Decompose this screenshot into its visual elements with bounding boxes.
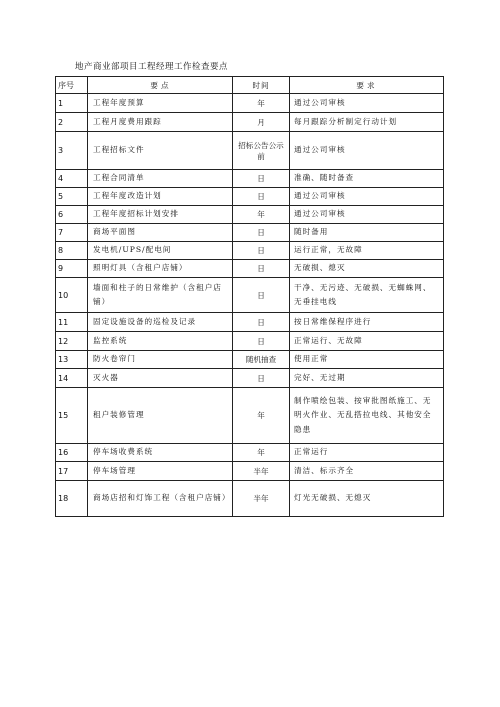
row-item: 停车场收费系统 <box>88 444 233 462</box>
table-row <box>56 206 444 224</box>
table-header-row <box>56 77 444 94</box>
row-requirement: 按日常维保程序进行 <box>290 313 444 332</box>
row-number: 13 <box>56 351 88 369</box>
row-requirement: 使用正常 <box>290 351 444 369</box>
table-row <box>56 113 444 132</box>
table-row <box>56 242 444 260</box>
row-number: 4 <box>56 170 88 188</box>
row-requirement: 每月跟踪分析制定行动计划 <box>290 113 444 132</box>
row-time: 招标公告公示前 <box>233 132 290 170</box>
row-time: 月 <box>233 113 290 132</box>
row-requirement: 通过公司审核 <box>290 188 444 206</box>
row-item: 租户装修管理 <box>88 388 233 444</box>
row-number: 15 <box>56 388 88 444</box>
row-requirement: 干净、无污迹、无破损、无蜘蛛网、无垂挂电线 <box>290 278 444 313</box>
row-time: 年 <box>233 94 290 113</box>
row-time: 年 <box>233 388 290 444</box>
row-requirement: 正常运行、无故障 <box>290 332 444 351</box>
row-item: 防火卷帘门 <box>88 351 233 369</box>
row-item: 停车场管理 <box>88 462 233 481</box>
row-time: 年 <box>233 444 290 462</box>
row-requirement: 通过公司审核 <box>290 206 444 224</box>
row-requirement: 运行正常，无故障 <box>290 242 444 260</box>
header-no: 序号 <box>56 77 88 94</box>
row-item: 工程合同清单 <box>88 170 233 188</box>
row-number: 17 <box>56 462 88 481</box>
row-time: 日 <box>233 242 290 260</box>
row-requirement: 准确、随时备查 <box>290 170 444 188</box>
header-item: 要点 <box>88 77 233 94</box>
row-number: 2 <box>56 113 88 132</box>
row-requirement: 随时备用 <box>290 224 444 242</box>
table-row <box>56 313 444 332</box>
row-number: 14 <box>56 369 88 388</box>
row-item: 固定设施设备的巡检及记录 <box>88 313 233 332</box>
row-time: 年 <box>233 206 290 224</box>
row-number: 8 <box>56 242 88 260</box>
row-requirement: 通过公司审核 <box>290 132 444 170</box>
table-row <box>56 444 444 462</box>
inspection-table <box>55 76 444 517</box>
row-number: 6 <box>56 206 88 224</box>
table-row <box>56 224 444 242</box>
table-row <box>56 132 444 170</box>
row-time: 日 <box>233 332 290 351</box>
header-time: 时间 <box>233 77 290 94</box>
row-number: 16 <box>56 444 88 462</box>
row-item: 工程月度费用跟踪 <box>88 113 233 132</box>
table-row <box>56 94 444 113</box>
document-caption: 地产商业部项目工程经理工作检查要点 <box>75 62 229 72</box>
table-row <box>56 481 444 517</box>
row-time: 日 <box>233 188 290 206</box>
row-item: 商场平面图 <box>88 224 233 242</box>
row-number: 7 <box>56 224 88 242</box>
row-requirement: 通过公司审核 <box>290 94 444 113</box>
table-row <box>56 369 444 388</box>
row-time: 日 <box>233 170 290 188</box>
row-requirement: 正常运行 <box>290 444 444 462</box>
row-item: 发电机/UPS/配电间 <box>88 242 233 260</box>
row-number: 5 <box>56 188 88 206</box>
row-number: 9 <box>56 260 88 278</box>
row-time: 日 <box>233 224 290 242</box>
row-number: 18 <box>56 481 88 517</box>
row-requirement: 无破损、熄灭 <box>290 260 444 278</box>
row-item: 照明灯具（含租户店铺） <box>88 260 233 278</box>
row-item: 墙面和柱子的日常维护（含租户店铺） <box>88 278 233 313</box>
table-row <box>56 170 444 188</box>
table-row <box>56 332 444 351</box>
row-requirement: 制作喷绘包装、按审批图纸施工、无明火作业、无乱搭拉电线、其他安全隐患 <box>290 388 444 444</box>
row-time: 日 <box>233 313 290 332</box>
row-requirement: 灯光无破损、无熄灭 <box>290 481 444 517</box>
row-time: 日 <box>233 260 290 278</box>
row-requirement: 完好、无过期 <box>290 369 444 388</box>
row-time: 半年 <box>233 481 290 517</box>
row-number: 12 <box>56 332 88 351</box>
row-time: 日 <box>233 278 290 313</box>
row-item: 工程招标文件 <box>88 132 233 170</box>
row-item: 工程年度改造计划 <box>88 188 233 206</box>
row-number: 3 <box>56 132 88 170</box>
row-requirement: 清洁、标示齐全 <box>290 462 444 481</box>
row-item: 灭火器 <box>88 369 233 388</box>
table-row <box>56 260 444 278</box>
table-row <box>56 351 444 369</box>
row-item: 商场店招和灯饰工程（含租户店铺） <box>88 481 233 517</box>
row-time: 随机抽查 <box>233 351 290 369</box>
table-row <box>56 188 444 206</box>
row-time: 半年 <box>233 462 290 481</box>
row-item: 工程年度招标计划安排 <box>88 206 233 224</box>
table-row <box>56 462 444 481</box>
header-req: 要求 <box>290 77 444 94</box>
row-number: 11 <box>56 313 88 332</box>
row-time: 日 <box>233 369 290 388</box>
row-item: 监控系统 <box>88 332 233 351</box>
row-number: 10 <box>56 278 88 313</box>
table-row <box>56 388 444 444</box>
row-number: 1 <box>56 94 88 113</box>
row-item: 工程年度预算 <box>88 94 233 113</box>
table-row <box>56 278 444 313</box>
